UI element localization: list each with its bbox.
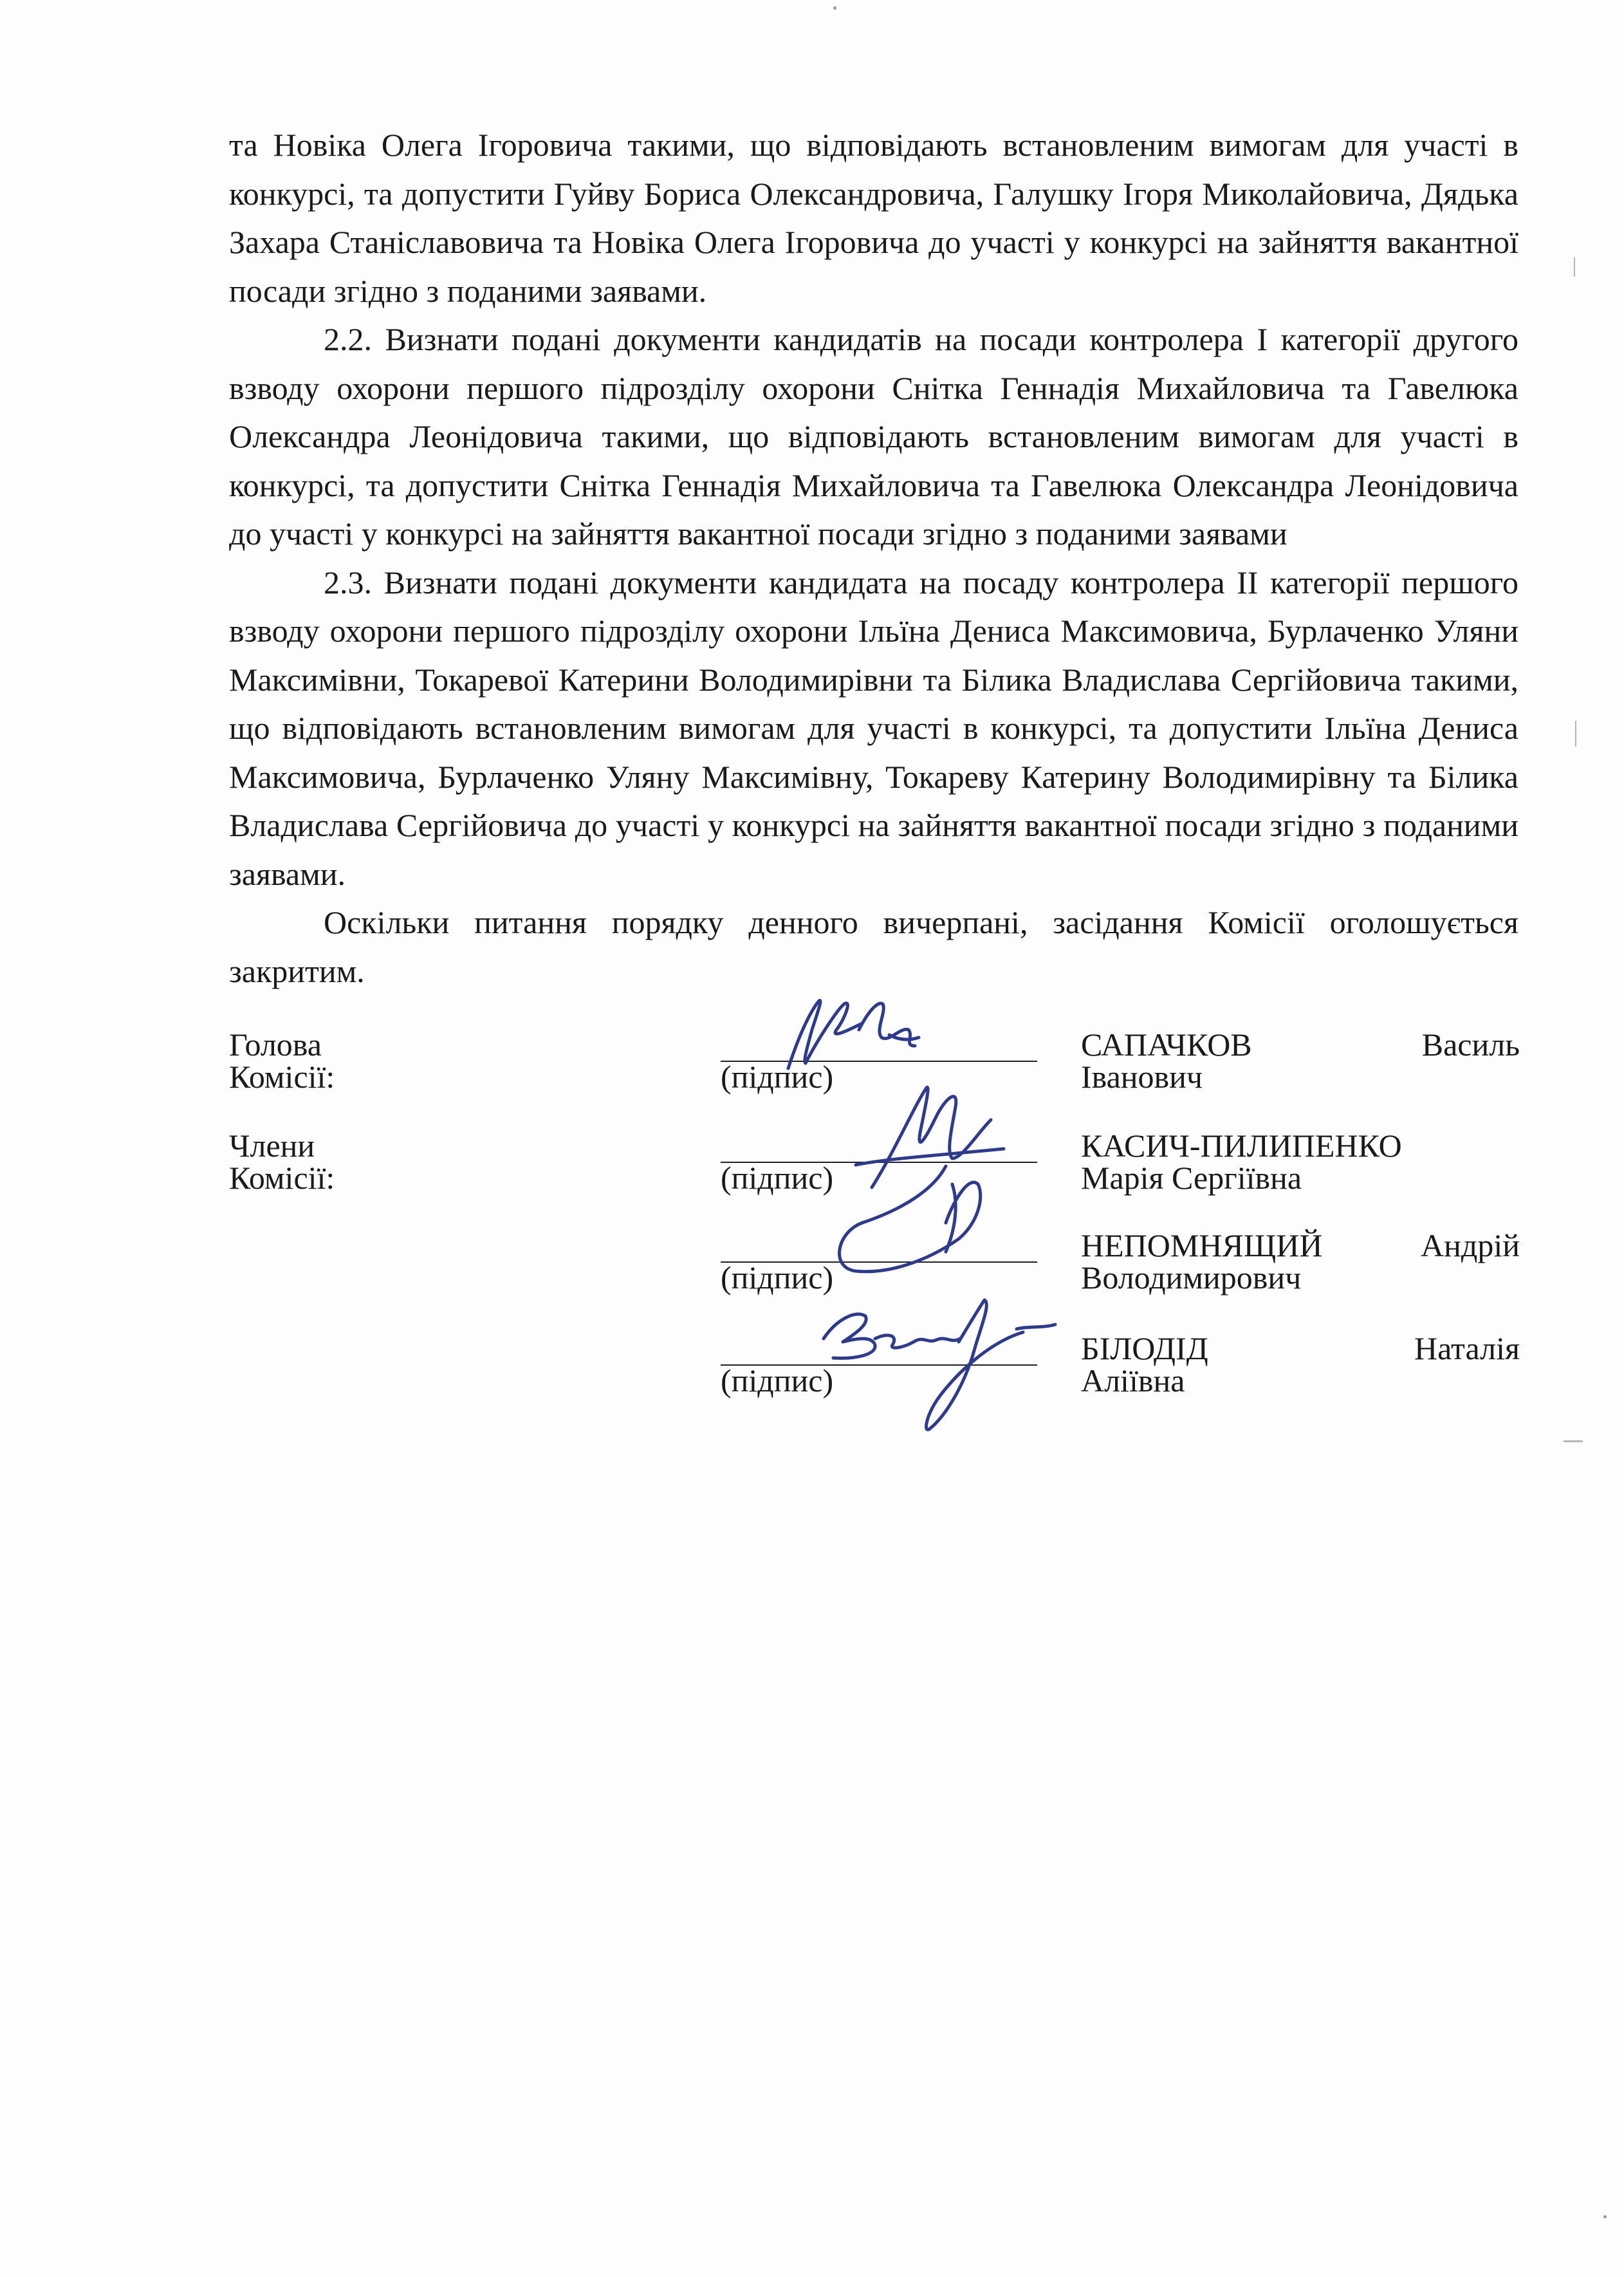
member2-sign-caption: (підпис) (721, 1259, 834, 1296)
chair-label-line2: Комісії: (229, 1059, 335, 1095)
scan-artifact (1574, 257, 1575, 277)
paragraph-continuation: та Новіка Олега Ігоровича такими, що відповідають встановленим вимогам для участі в конкурсі, та допустити Гуйву Бориса Олександровича, Галушку Ігоря Миколайовича, Дядька Захара Станіславовича та Новіка Олега Ігоровича до участі у конкурсі на зайняття вакантної посади згідно з поданими заявами. (229, 127, 1518, 309)
member2-first-name: Андрій (1421, 1227, 1520, 1263)
document-body (229, 121, 1518, 996)
scan-dot (1603, 2215, 1607, 2218)
member1-sign-caption: (підпис) (721, 1160, 834, 1196)
chair-first-name: Василь (1421, 1027, 1520, 1063)
chair-sign-caption: (підпис) (721, 1059, 834, 1095)
scan-dot (833, 6, 836, 10)
chair-label-line1: Голова (229, 1027, 322, 1063)
chair-patronymic: Іванович (1081, 1059, 1203, 1095)
member2-surname: НЕПОМНЯЩИЙ (1081, 1227, 1323, 1263)
member1-patronymic: Марія Сергіївна (1081, 1160, 1302, 1196)
chair-surname: САПАЧКОВ (1081, 1027, 1252, 1063)
scan-artifact (1564, 1440, 1583, 1442)
member3-surname: БІЛОДІД (1081, 1330, 1208, 1366)
member1-surname: КАСИЧ-ПИЛИПЕНКО (1081, 1128, 1402, 1164)
member3-sign-caption: (підпис) (721, 1362, 834, 1399)
member3-name-line1 (1081, 1332, 1520, 1364)
signature-block (229, 1014, 1518, 1464)
member2-name-line1 (1081, 1229, 1520, 1261)
paragraph-2-2: 2.2. Визнати подані документи кандидатів на посади контролера І категорії другого взводу охорони першого підрозділу охорони Снітка Геннадія Михайловича та Гавелюка Олександра Леонідовича такими, що відповідають встановленим вимогам для участі в конкурсі, та допустити Снітка Геннадія Михайловича та Гавелюка Олександра Леонідовича до участі у конкурсі на зайняття вакантної посади згідно з поданими заявами (229, 321, 1518, 552)
paragraph-2-3: 2.3. Визнати подані документи кандидата на посаду контролера ІІ категорії першого взводу охорони першого підрозділу охорони Ільїна Дениса Максимовича, Бурлаченко Уляни Максимівни, Токаревої Катерини Володимирівни та Білика Владислава Сергійовича такими, що відповідають встановленим вимогам для участі в конкурсі, та допустити Ільїна Дениса Максимовича, Бурлаченко Уляну Максимівну, Токареву Катерину Володимирівну та Білика Владислава Сергійовича до участі у конкурсі на зайняття вакантної посади згідно з поданими заявами. (229, 564, 1518, 892)
scan-artifact (1575, 721, 1576, 747)
member3-first-name: Наталія (1414, 1330, 1520, 1366)
paragraph-closing: Оскільки питання порядку денного вичерпані, засідання Комісії оголошується закритим. (229, 904, 1518, 989)
members-label-line2: Комісії: (229, 1160, 335, 1196)
member2-patronymic: Володимирович (1081, 1259, 1302, 1296)
member3-patronymic: Аліївна (1081, 1362, 1185, 1399)
members-label-line1: Члени (229, 1128, 315, 1164)
chair-name-line1 (1081, 1028, 1520, 1061)
